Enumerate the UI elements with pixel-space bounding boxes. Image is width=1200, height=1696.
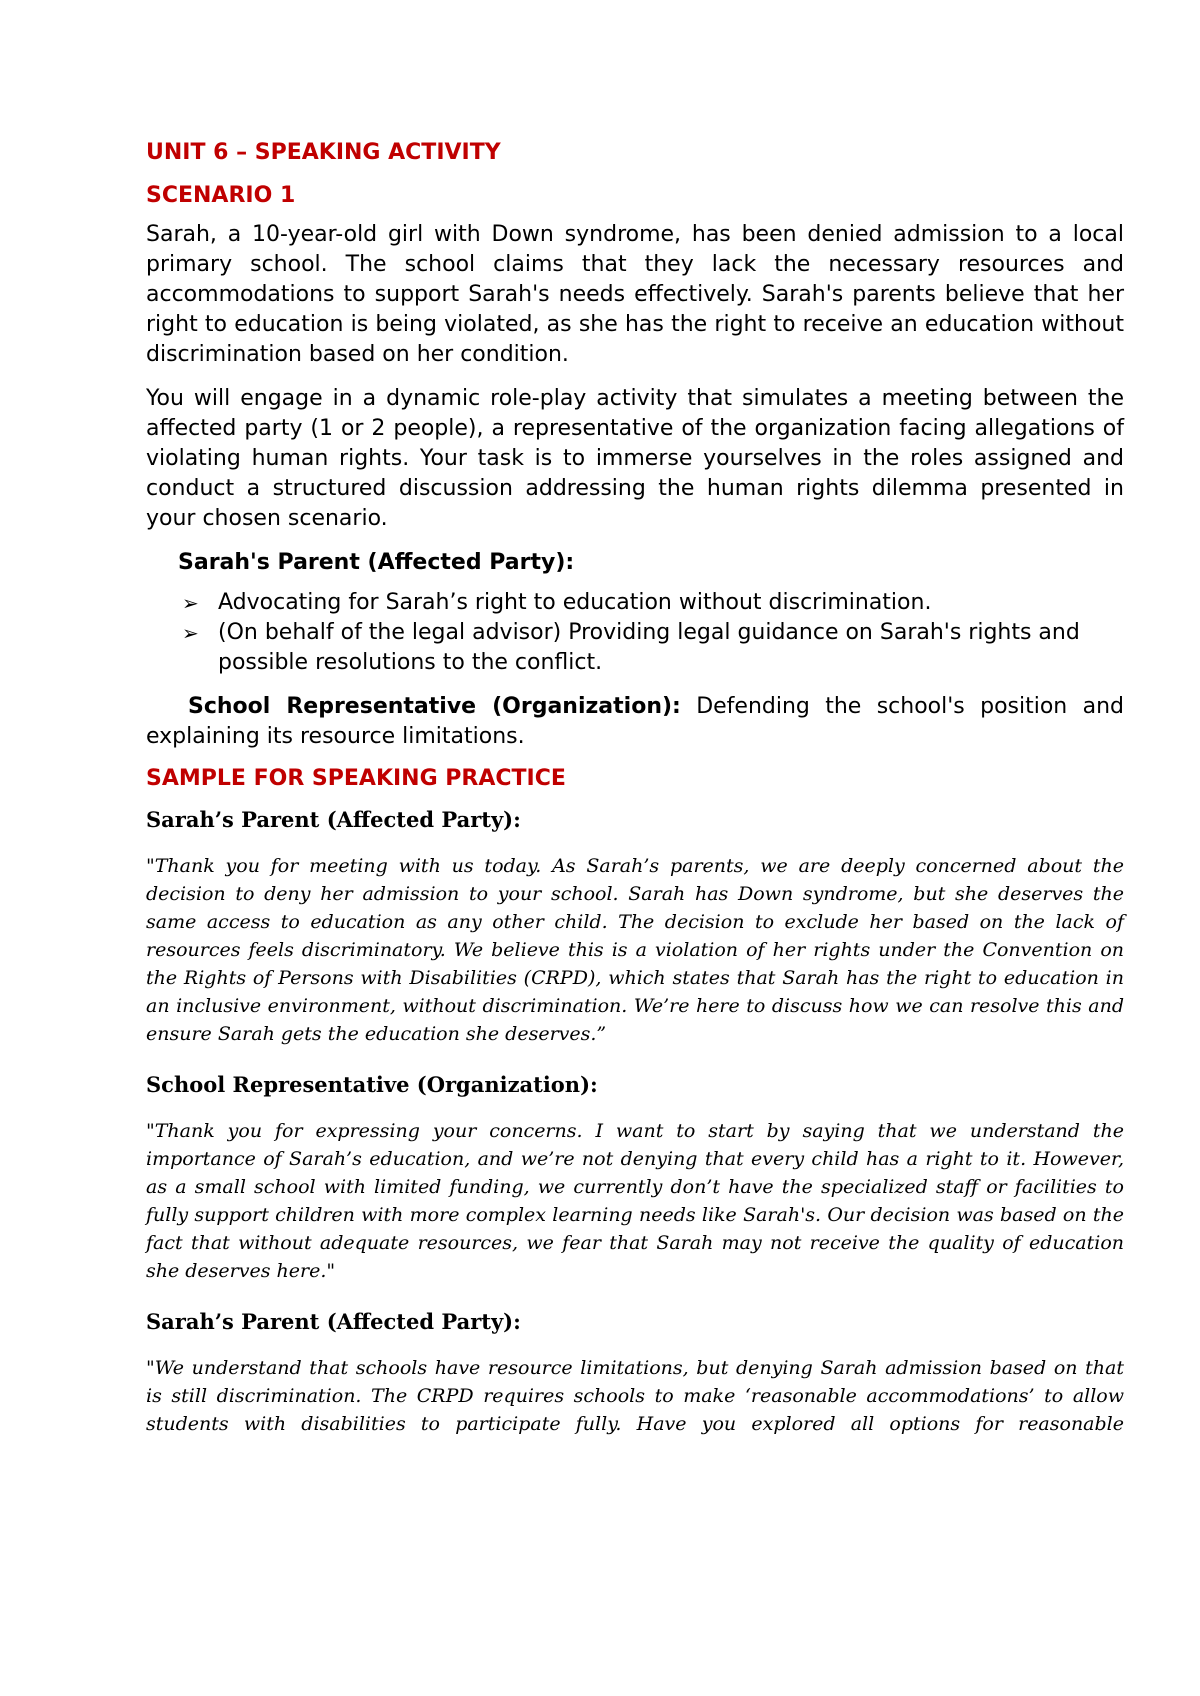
parent-role-bullet: (On behalf of the legal advisor) Providing legal guidance on Sarah's rights and possible resolutions to the conflict. [218,620,1080,675]
unit-title: UNIT 6 – SPEAKING ACTIVITY [146,140,501,165]
parent-role-bullet: Advocating for Sarah’s right to education without discrimination. [218,590,932,615]
speaker-label: Sarah’s Parent (Affected Party): [146,807,521,832]
dialogue-quote: "Thank you for expressing your concerns. I want to start by saying that we understand the importance of Sarah’s education, and we’re not denying that every child has a right to it. However, as a small school with limited funding, we currently don’t have the specialized staff or facilities to fully support children with more complex learning needs like Sarah's. Our decision was based on the fact that without adequate resources, we fear that Sarah may not receive the quality of education she deserves here." [146,1120,1124,1282]
dialogue-quote: "Thank you for meeting with us today. As Sarah’s parents, we are deeply concerned about the decision to deny her admission to your school. Sarah has Down syndrome, but she deserves the same access to education as any other child. The decision to exclude her based on the lack of resources feels discriminatory. We believe this is a violation of her rights under the Convention on the Rights of Persons with Disabilities (CRPD), which states that Sarah has the right to education in an inclusive environment, without discrimination. We’re here to discuss how we can resolve this and ensure Sarah gets the education she deserves.” [146,855,1124,1045]
document-page [146,140,1124,1450]
school-role-text: Defending the school's position and explaining its resource limitations. [146,694,1124,749]
parent-role-list [146,588,1124,678]
scenario-paragraph: Sarah, a 10-year-old girl with Down syndrome, has been denied admission to a local primary school. The school claims that they lack the necessary resources and accommodations to support Sarah's needs effectively. Sarah's parents believe that her right to education is being violated, as she has the right to receive an education without discrimination based on her condition. [146,222,1124,367]
list-item [182,618,1124,678]
speaker-label: School Representative (Organization): [146,1072,598,1097]
list-item [182,588,1124,618]
arrow-bullet-icon: ➢ [182,591,199,615]
scenario-title: SCENARIO 1 [146,183,296,208]
speaker-label: Sarah’s Parent (Affected Party): [146,1309,521,1334]
dialogue-quote: "We understand that schools have resource limitations, but denying Sarah admission based on that is still discrimination. The CRPD requires schools to make ‘reasonable accommodations’ to allow students with disabilities to participate fully. Have you explored all options for reasonable [146,1357,1124,1435]
school-role-paragraph [146,692,1124,752]
sample-title: SAMPLE FOR SPEAKING PRACTICE [146,766,566,791]
parent-role-heading: Sarah's Parent (Affected Party): [178,550,575,575]
school-role-heading: School Representative (Organization): [188,694,681,719]
arrow-bullet-icon: ➢ [182,621,199,645]
activity-paragraph: You will engage in a dynamic role-play activity that simulates a meeting between the affected party (1 or 2 people), a representative of the organization facing allegations of violating human rights. Your task is to immerse yourselves in the roles assigned and conduct a structured discussion addressing the human rights dilemma presented in your chosen scenario. [146,386,1124,531]
